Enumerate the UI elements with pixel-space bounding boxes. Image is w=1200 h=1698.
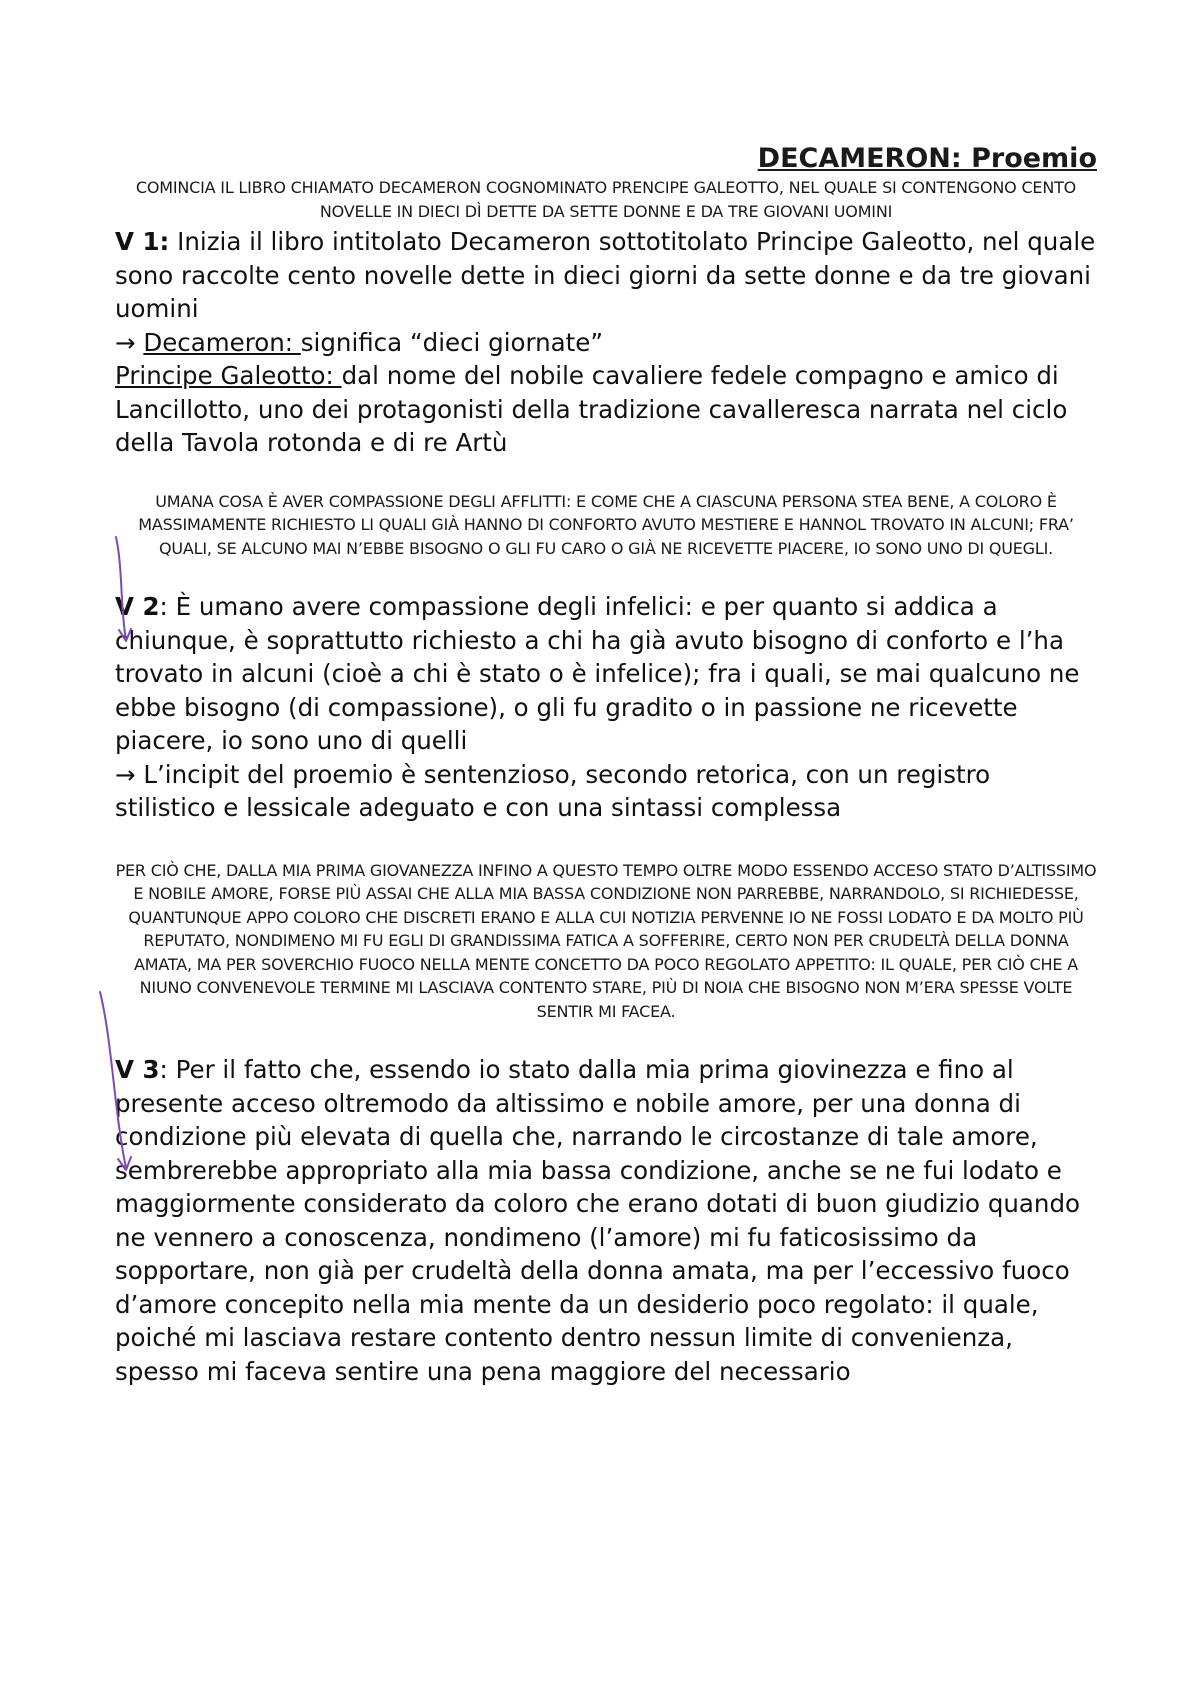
verse-1-label: V 1: (115, 227, 170, 256)
document-title: DECAMERON: Proemio (757, 143, 1097, 174)
original-text-intro: COMINCIA IL LIBRO CHIAMATO DECAMERON COGNOMINATO PRENCIPE GALEOTTO, NEL QUALE SI CONTENGONO CENTO NOVELLE IN DIECI DÌ DETTE DA SETTE DONNE E DA TRE GIOVANI UOMINI (135, 178, 1077, 221)
verse-3-text: : Per il fatto che, essendo io stato dalla mia prima giovinezza e fino al presente acceso oltremodo da altissimo e nobile amore, per una donna di condizione più elevata di quella che, narrando le circostanze di tale amore, sembrerebbe appropriato alla mia bassa condizione, anche se ne fui lodato e maggiormente considerato da coloro che erano dotati di buon giudizio quando ne vennero a conoscenza, nondimeno (l’amore) mi fu faticosissimo da sopportare, non già per crudeltà della donna amata, ma per l’eccessivo fuoco d’amore concepito nella mia mente da un desiderio poco regolato: il quale, poiché mi lasciava restare contento dentro nessun limite di convenienza, spesso mi faceva sentire una pena maggiore del necessario (115, 1055, 1080, 1386)
original-text-v2: UMANA COSA È AVER COMPASSIONE DEGLI AFFLITTI: E COME CHE A CIASCUNA PERSONA STEA BENE, A COLORO È MASSIMAMENTE RICHIESTO LI QUALI GIÀ HANNO DI CONFORTO AVUTO MESTIERE E HANNOL TROVATO IN ALCUNI; FRA’ QUALI, SE ALCUNO MAI N’EBBE BISOGNO O GLI FU CARO O GIÀ NE RICEVETTE PIACERE, IO SONO UNO DI QUEGLI. (138, 491, 1074, 558)
principe-galeotto-term: Principe Galeotto: (115, 361, 342, 390)
note-arrow-icon: → (115, 327, 136, 357)
verse-3-label: V 3 (115, 1055, 160, 1084)
document-body (115, 142, 1097, 1388)
principe-galeotto-definition: dal nome del nobile cavaliere fedele compagno e amico di Lancillotto, uno dei protagonisti della tradizione cavalleresca narrata nel ciclo della Tavola rotonda e di re Artù (115, 361, 1068, 457)
verse-1-paraphrase (115, 225, 1097, 460)
decameron-definition: significa “dieci giornate” (300, 327, 604, 357)
verse-1-text: Inizia il libro intitolato Decameron sottotitolato Principe Galeotto, nel quale sono raccolte cento novelle dette in dieci giorni da sette donne e da tre giovani uomini (115, 227, 1096, 323)
verse-2-note: L’incipit del proemio è sentenzioso, secondo retorica, con un registro stilistico e lessicale adeguato e con una sintassi complessa (115, 759, 991, 822)
original-text-v3: PER CIÒ CHE, DALLA MIA PRIMA GIOVANEZZA INFINO A QUESTO TEMPO OLTRE MODO ESSENDO ACCESO STATO D’ALTISSIMO E NOBILE AMORE, FORSE PIÙ ASSAI CHE ALLA MIA BASSA CONDIZIONE NON PARREBBE, NARRANDOLO, SI RICHIEDESSE, QUANTUNQUE APPO COLORO CHE DISCRETI ERANO E ALLA CUI NOTIZIA PERVENNE IO NE FOSSI LODATO E DA MOLTO PIÙ REPUTATO, NONDIMENO MI FU EGLI DI GRANDISSIMA FATICA A SOFFERIRE, CERTO NON PER CRUDELTÀ DELLA DONNA AMATA, MA PER SOVERCHIO FUOCO NELLA MENTE CONCETTO DA POCO REGOLATO APPETITO: IL QUALE, PER CIÒ CHE A NIUNO CONVENEVOLE TERMINE MI LASCIAVA CONTENTO STARE, PIÙ DI NOIA CHE BISOGNO NON M’ERA SPESSE VOLTE SENTIR MI FACEA. (115, 860, 1097, 1021)
verse-2-label: V 2 (115, 592, 160, 621)
note-arrow-icon: → (115, 759, 136, 789)
decameron-term: Decameron: (143, 327, 301, 357)
verse-2-paraphrase (115, 590, 1097, 825)
verse-2-text: : È umano avere compassione degli infelici: e per quanto si addica a chiunque, è soprattutto richiesto a chi ha già avuto bisogno di conforto e l’ha trovato in alcuni (cioè a chi è stato o è infelice); fra i quali, se mai qualcuno ne ebbe bisogno (di compassione), o gli fu gradito o in passione ne ricevette piacere, io sono uno di quelli (115, 592, 1080, 755)
verse-3-paraphrase (115, 1053, 1097, 1388)
